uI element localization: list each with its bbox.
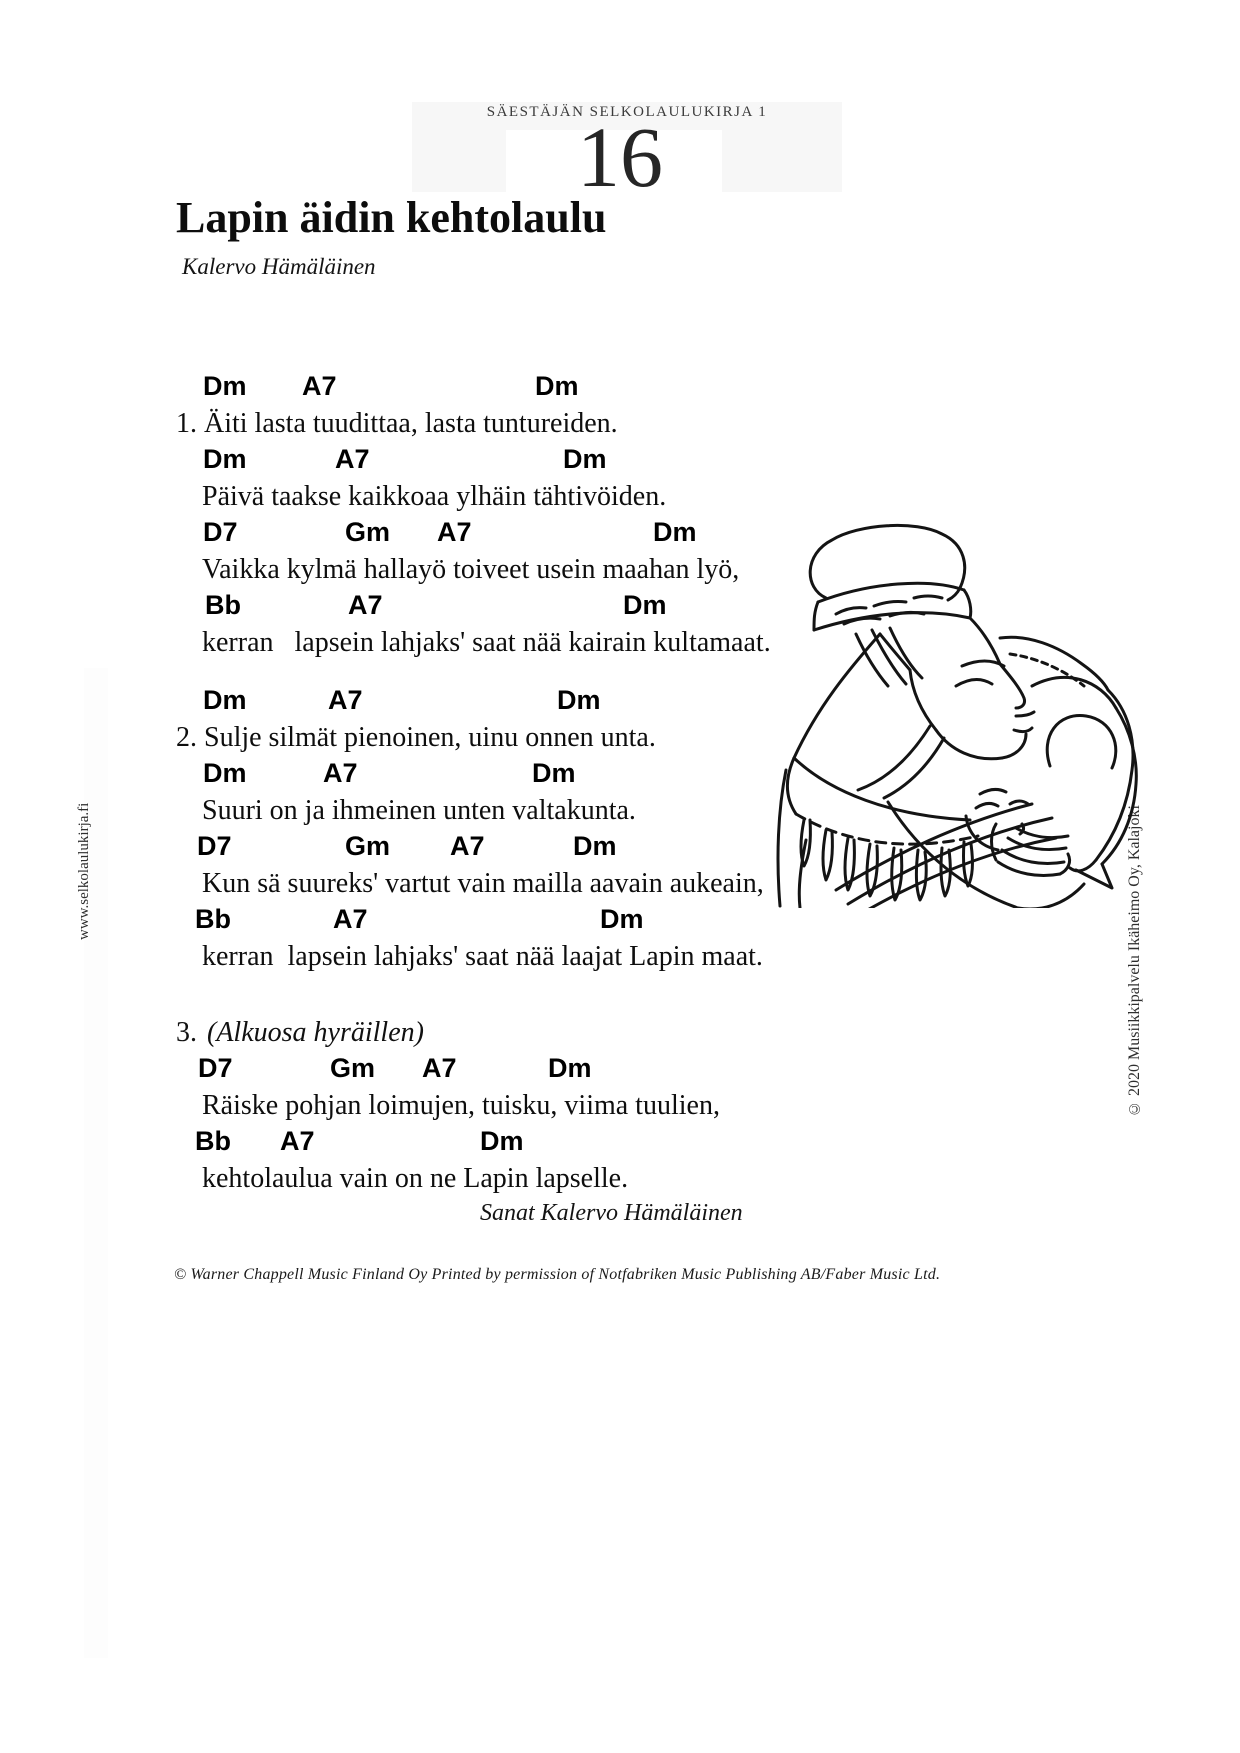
chord-A7: A7 — [328, 685, 363, 715]
song-author: Kalervo Hämäläinen — [182, 254, 376, 279]
chord-Gm: Gm — [330, 1053, 376, 1083]
chord-A7: A7 — [348, 590, 383, 620]
chord-D7: D7 — [197, 831, 232, 861]
header-band-left — [412, 130, 506, 192]
chord-Bb: Bb — [195, 1126, 231, 1156]
lyric-line: kehtolaulua vain on ne Lapin lapselle. — [202, 1163, 629, 1194]
chord-Dm: Dm — [653, 517, 697, 547]
chord-Dm: Dm — [480, 1126, 524, 1156]
lyric-line: Päivä taakse kaikkoaa ylhäin tähtivöiden. — [202, 481, 667, 512]
lyric-line: Vaikka kylmä hallayö toiveet usein maahan lyö, — [202, 554, 740, 585]
chord-A7: A7 — [450, 831, 485, 861]
chord-A7: A7 — [333, 904, 368, 934]
song-title: Lapin äidin kehtolaulu — [176, 193, 607, 242]
lyric-line: 1. Äiti lasta tuudittaa, lasta tuntureiden. — [176, 408, 618, 439]
lyric-line: kerran lapsein lahjaks' saat nää kairain kultamaat. — [202, 627, 771, 658]
lyric-line: Räiske pohjan loimujen, tuisku, viima tuulien, — [202, 1090, 720, 1121]
chord-row — [176, 1122, 916, 1162]
verse-3 — [176, 995, 916, 1195]
chord-A7: A7 — [280, 1126, 315, 1156]
header-band-right — [722, 130, 842, 192]
chord-A7: A7 — [335, 444, 370, 474]
lyric-line: Kun sä suureks' vartut vain mailla aavain aukeain, — [202, 868, 764, 899]
copyright-line: © Warner Chappell Music Finland Oy Printed by permission of Notfabriken Music Publishing AB/Faber Music Ltd. — [174, 1266, 941, 1283]
chord-Dm: Dm — [623, 590, 667, 620]
chord-Dm: Dm — [557, 685, 601, 715]
chord-Dm: Dm — [203, 685, 247, 715]
chord-A7: A7 — [437, 517, 472, 547]
chord-D7: D7 — [203, 517, 238, 547]
chord-row — [176, 367, 916, 407]
chord-Bb: Bb — [195, 904, 231, 934]
verse-number: 3. — [176, 1017, 197, 1048]
publisher-vertical-text: © 2020 Musiikkipalvelu Ikäheimo Oy, Kalajoki — [1126, 805, 1143, 1117]
chord-Dm: Dm — [600, 904, 644, 934]
website-vertical-text: www.selkolaulukirja.fi — [76, 802, 92, 940]
chord-Gm: Gm — [345, 517, 391, 547]
chord-Dm: Dm — [532, 758, 576, 788]
chord-D7: D7 — [198, 1053, 233, 1083]
chord-Dm: Dm — [563, 444, 607, 474]
chord-Dm: Dm — [203, 444, 247, 474]
lyric-line: kerran lapsein lahjaks' saat nää laajat Lapin maat. — [202, 941, 763, 972]
chord-Gm: Gm — [345, 831, 391, 861]
chord-row — [176, 440, 916, 480]
chord-row — [176, 1049, 916, 1089]
chord-A7: A7 — [323, 758, 358, 788]
chord-Dm: Dm — [203, 371, 247, 401]
lyric-line: Suuri on ja ihmeinen unten valtakunta. — [202, 795, 636, 826]
line-art-drawing — [770, 518, 1140, 908]
verse-heading — [176, 995, 916, 1049]
lyricist-credit: Sanat Kalervo Hämäläinen — [480, 1200, 743, 1226]
running-head: SÄESTÄJÄN SELKOLAULUKIRJA 1 — [486, 104, 768, 120]
chord-Bb: Bb — [205, 590, 241, 620]
lyric-line: 2. Sulje silmät pienoinen, uinu onnen unta. — [176, 722, 656, 753]
chord-Dm: Dm — [203, 758, 247, 788]
mother-and-baby-illustration — [770, 518, 1140, 908]
chord-Dm: Dm — [573, 831, 617, 861]
page-number: 16 — [577, 109, 663, 205]
chord-Dm: Dm — [535, 371, 579, 401]
verse-heading-note: (Alkuosa hyräillen) — [207, 1017, 424, 1048]
chord-Dm: Dm — [548, 1053, 592, 1083]
chord-A7: A7 — [422, 1053, 457, 1083]
chord-A7: A7 — [302, 371, 337, 401]
